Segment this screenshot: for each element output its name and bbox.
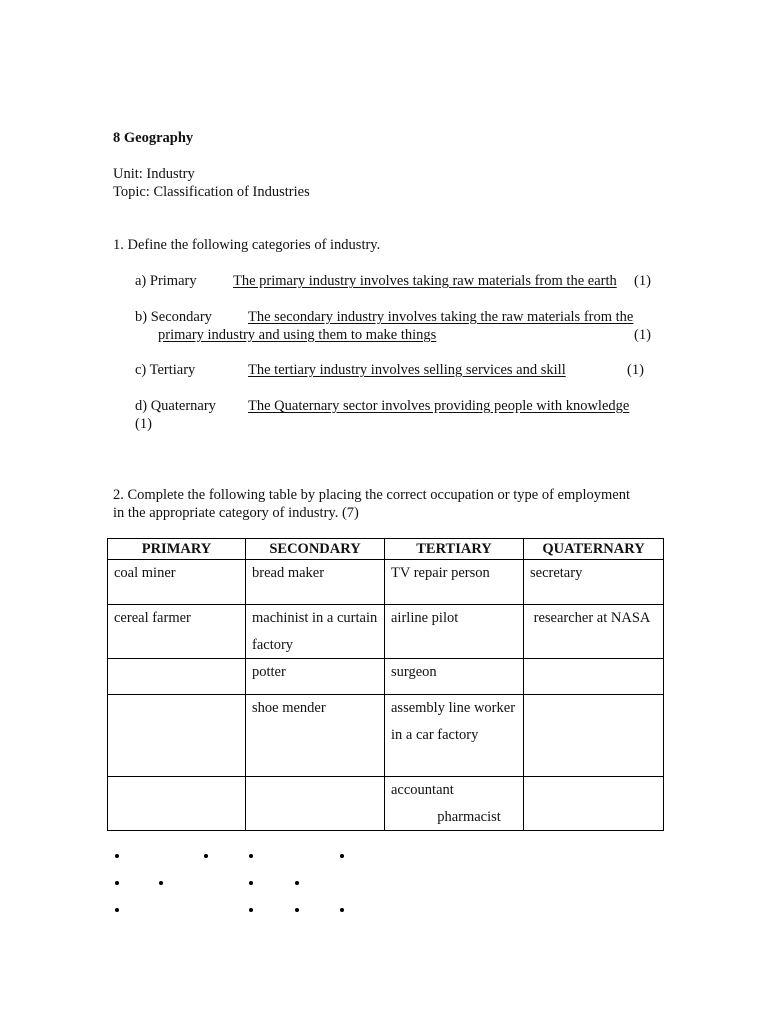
table-cell: assembly line worker in a car factory (385, 695, 524, 777)
q1c-mark: (1) (627, 362, 644, 378)
q1d-mark: (1) (135, 416, 152, 432)
topic-line: Topic: Classification of Industries (113, 184, 310, 200)
bullet-dot (204, 854, 208, 858)
bullet-dot (249, 854, 253, 858)
table-cell (385, 777, 524, 831)
bullet-dot (115, 908, 119, 912)
q1d-answer: The Quaternary sector involves providing people with knowledge (248, 398, 630, 414)
q1a-label: a) Primary (135, 273, 197, 289)
table-header-row (108, 539, 664, 560)
table-cell: TV repair person (385, 560, 524, 605)
bullet-dot (115, 881, 119, 885)
table-cell: surgeon (385, 659, 524, 695)
table-row (108, 605, 664, 659)
table-cell (524, 659, 664, 695)
table-cell: airline pilot (385, 605, 524, 659)
q1c-label: c) Tertiary (135, 362, 196, 378)
header-primary: PRIMARY (108, 539, 246, 560)
bullet-dot (249, 881, 253, 885)
q1b-answer-line1: The secondary industry involves taking the raw materials from the (248, 309, 634, 325)
table-row (108, 695, 664, 777)
table-cell: potter (246, 659, 385, 695)
table-row (108, 777, 664, 831)
bullet-dot (295, 881, 299, 885)
cell-text-extra: pharmacist (437, 808, 501, 825)
q1b-label: b) Secondary (135, 309, 212, 325)
bullet-dot (115, 854, 119, 858)
table-row (108, 560, 664, 605)
table-cell (108, 659, 246, 695)
document-title: 8 Geography (113, 130, 194, 146)
bullet-dot (340, 854, 344, 858)
q1d-label: d) Quaternary (135, 398, 216, 414)
table-cell: researcher at NASA (524, 605, 664, 659)
table-cell (524, 777, 664, 831)
question-1-prompt: 1. Define the following categories of industry. (113, 237, 381, 253)
table-cell: secretary (524, 560, 664, 605)
q1a-mark: (1) (634, 273, 651, 289)
question-2-prompt-line1: 2. Complete the following table by placing the correct occupation or type of employment (113, 487, 631, 503)
question-2-prompt-line2: in the appropriate category of industry. (7) (113, 505, 359, 521)
q1a-answer: The primary industry involves taking raw materials from the earth (233, 273, 617, 289)
unit-line: Unit: Industry (113, 166, 195, 182)
bullet-dot (295, 908, 299, 912)
header-tertiary: TERTIARY (385, 539, 524, 560)
table-cell (524, 695, 664, 777)
q1c-answer: The tertiary industry involves selling services and skill (248, 362, 566, 378)
header-secondary: SECONDARY (246, 539, 385, 560)
bullet-dot (340, 908, 344, 912)
cell-text: accountant (391, 782, 454, 798)
table-cell: shoe mender (246, 695, 385, 777)
bullet-dot (159, 881, 163, 885)
table-cell (108, 777, 246, 831)
q1b-mark: (1) (634, 327, 651, 343)
table-cell: cereal farmer (108, 605, 246, 659)
table-cell: machinist in a curtain factory (246, 605, 385, 659)
table-cell (246, 777, 385, 831)
industry-table (107, 538, 664, 831)
header-quaternary: QUATERNARY (524, 539, 664, 560)
table-row (108, 659, 664, 695)
table-cell: coal miner (108, 560, 246, 605)
q1b-answer-line2: primary industry and using them to make things (158, 327, 437, 343)
table-cell: bread maker (246, 560, 385, 605)
bullet-dot (249, 908, 253, 912)
table-cell (108, 695, 246, 777)
